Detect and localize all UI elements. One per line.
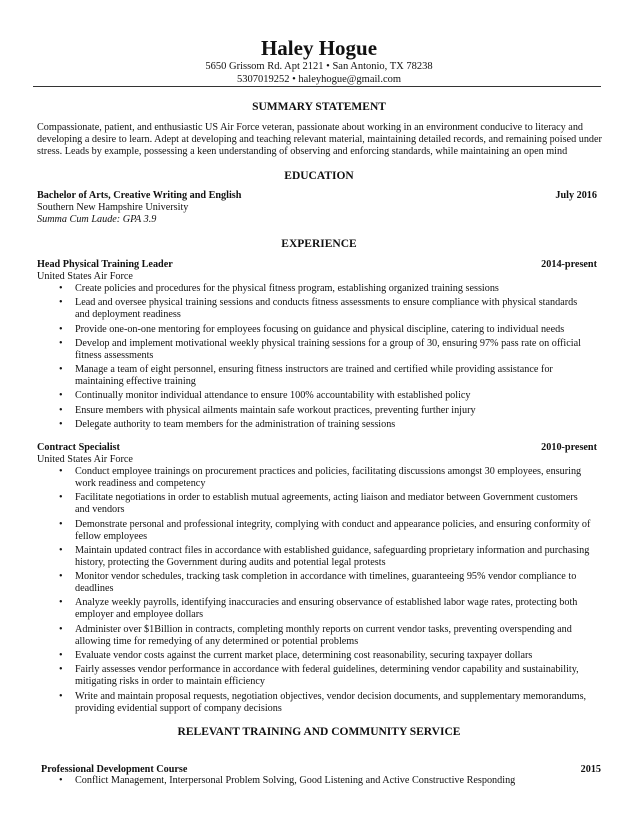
bullet-item	[57, 691, 592, 715]
job-org: United States Air Force	[37, 454, 133, 465]
contact-line: 5307019252 • haleyhogue@gmail.com	[236, 74, 402, 85]
bullet-item	[57, 324, 592, 336]
bullet-item	[57, 492, 592, 516]
education-heading: EDUCATION	[284, 170, 354, 182]
bullet-item	[57, 650, 592, 662]
bullet-icon: •	[59, 775, 63, 786]
bullet-icon: •	[59, 690, 63, 702]
degree-date: July 2016	[555, 190, 597, 201]
course-bullets	[57, 775, 592, 789]
bullet-icon: •	[59, 623, 63, 635]
honors-text: Summa Cum Laude: GPA 3.9	[37, 214, 157, 225]
bullet-icon: •	[59, 364, 63, 376]
bullet-icon: •	[59, 544, 63, 556]
bullet-icon: •	[59, 650, 63, 662]
bullet-icon: •	[59, 283, 63, 294]
bullet-item	[57, 338, 592, 362]
job-title: Head Physical Training Leader	[37, 259, 173, 270]
bullet-icon: •	[59, 323, 63, 335]
bullet-text: Ensure members with physical ailments maintain safe workout practices, preventing further injury	[75, 404, 476, 416]
bullet-text: Maintain updated contract files in accordance with established guidance, safeguarding proprietary information and purchasing history, protecting the Government during audits and potential legal protests	[75, 544, 590, 568]
bullet-icon: •	[59, 518, 63, 530]
bullet-text: Provide one-on-one mentoring for employees focusing on guidance and physical discipline, catering to individual needs	[75, 323, 565, 335]
bullet-icon: •	[59, 390, 63, 402]
bullet-item	[57, 775, 592, 787]
experience-heading: EXPERIENCE	[281, 238, 357, 250]
bullet-icon: •	[59, 571, 63, 583]
bullet-icon: •	[59, 337, 63, 349]
bullet-item	[57, 364, 592, 388]
bullet-item	[57, 419, 592, 431]
bullet-icon: •	[59, 297, 63, 309]
bullet-text: Administer over $1Billion in contracts, completing monthly reports on current vendor tasks, preventing overspending and allowing time for remedying of any determined or potential problems	[75, 623, 572, 647]
degree-title: Bachelor of Arts, Creative Writing and English	[37, 190, 242, 201]
summary-text: Compassionate, patient, and enthusiastic US Air Force veteran, passionate about working in an environment conducive to literacy and developing a desire to learn. Adept at developing and teaching relevant material, maintaining detailed records, and remaining poised under stress. Leads by example, possessing a keen understanding of observing and enforcing standards, while maintaining an open mind	[37, 122, 602, 158]
course-year: 2015	[580, 764, 601, 775]
bullet-item	[57, 390, 592, 402]
bullet-text: Delegate authority to team members for the administration of training sessions	[75, 419, 396, 431]
bullet-text: Conduct employee trainings on procurement practices and policies, facilitating discussions amongst 30 employees, ensuring work readiness and competency	[75, 466, 582, 489]
bullet-item	[57, 297, 592, 321]
bullet-text: Develop and implement motivational weekly physical training sessions for a group of 30, ensuring 97% pass rate on official fitness assessments	[75, 337, 581, 361]
job-org: United States Air Force	[37, 271, 133, 282]
header-divider	[33, 86, 601, 87]
bullet-text: Lead and oversee physical training sessions and conducts fitness assessments to ensure compliance with physical standards and deployment readiness	[75, 297, 578, 321]
bullet-text: Create policies and procedures for the physical fitness program, establishing organized training sessions	[75, 283, 499, 294]
course-title: Professional Development Course	[41, 764, 188, 775]
bullet-text: Evaluate vendor costs against the current market place, determining cost reasonability, securing taxpayer dollars	[75, 650, 533, 662]
bullet-text: Manage a team of eight personnel, ensuring fitness instructors are trained and certified while providing assistance for maintaining effective training	[75, 364, 553, 388]
bullet-text: Demonstrate personal and professional integrity, complying with conduct and appearance policies, and ensuring conformity of fellow employees	[75, 518, 591, 542]
bullet-icon: •	[59, 419, 63, 431]
bullet-item	[57, 283, 592, 295]
address-line: 5650 Grissom Rd. Apt 2121 • San Antonio, TX 78238	[205, 61, 433, 72]
job-bullets	[57, 466, 592, 717]
school-name: Southern New Hampshire University	[37, 202, 189, 213]
job-title: Contract Specialist	[37, 442, 120, 453]
bullet-item	[57, 466, 592, 490]
bullet-text: Write and maintain proposal requests, negotiation objectives, vendor decision documents, and supplementary memorandums, providing evidential support of company decisions	[75, 690, 587, 714]
job-bullets	[57, 283, 592, 433]
bullet-text: Analyze weekly payrolls, identifying inaccuracies and ensuring observance of established labor wage rates, protecting both employer and employee dollars	[75, 597, 578, 621]
bullet-item	[57, 624, 592, 648]
bullet-icon: •	[59, 404, 63, 416]
bullet-text: Monitor vendor schedules, tracking task completion in accordance with timelines, guaranteeing 95% vendor compliance to deadlines	[75, 571, 577, 595]
bullet-icon: •	[59, 597, 63, 609]
training-heading: RELEVANT TRAINING AND COMMUNITY SERVICE	[177, 726, 461, 738]
bullet-text: Fairly assesses vendor performance in accordance with federal guidelines, determining vendor capability and sustainability, mitigating risks in order to maintain efficiency	[75, 664, 579, 688]
bullet-item	[57, 664, 592, 688]
job-dates: 2014-present	[541, 259, 597, 270]
summary-heading: SUMMARY STATEMENT	[252, 101, 386, 113]
bullet-icon: •	[59, 466, 63, 477]
bullet-item	[57, 571, 592, 595]
bullet-item	[57, 545, 592, 569]
bullet-icon: •	[59, 664, 63, 676]
bullet-item	[57, 597, 592, 621]
bullet-text: Continually monitor individual attendance to ensure 100% accountability with established policy	[75, 390, 471, 402]
candidate-name: Haley Hogue	[260, 36, 378, 60]
bullet-item	[57, 519, 592, 543]
bullet-item	[57, 405, 592, 417]
job-dates: 2010-present	[541, 442, 597, 453]
bullet-text: Facilitate negotiations in order to establish mutual agreements, acting liaison and mediator between Government customers and vendors	[75, 492, 578, 516]
bullet-text: Conflict Management, Interpersonal Problem Solving, Good Listening and Active Constructive Responding	[75, 775, 516, 786]
bullet-icon: •	[59, 492, 63, 504]
